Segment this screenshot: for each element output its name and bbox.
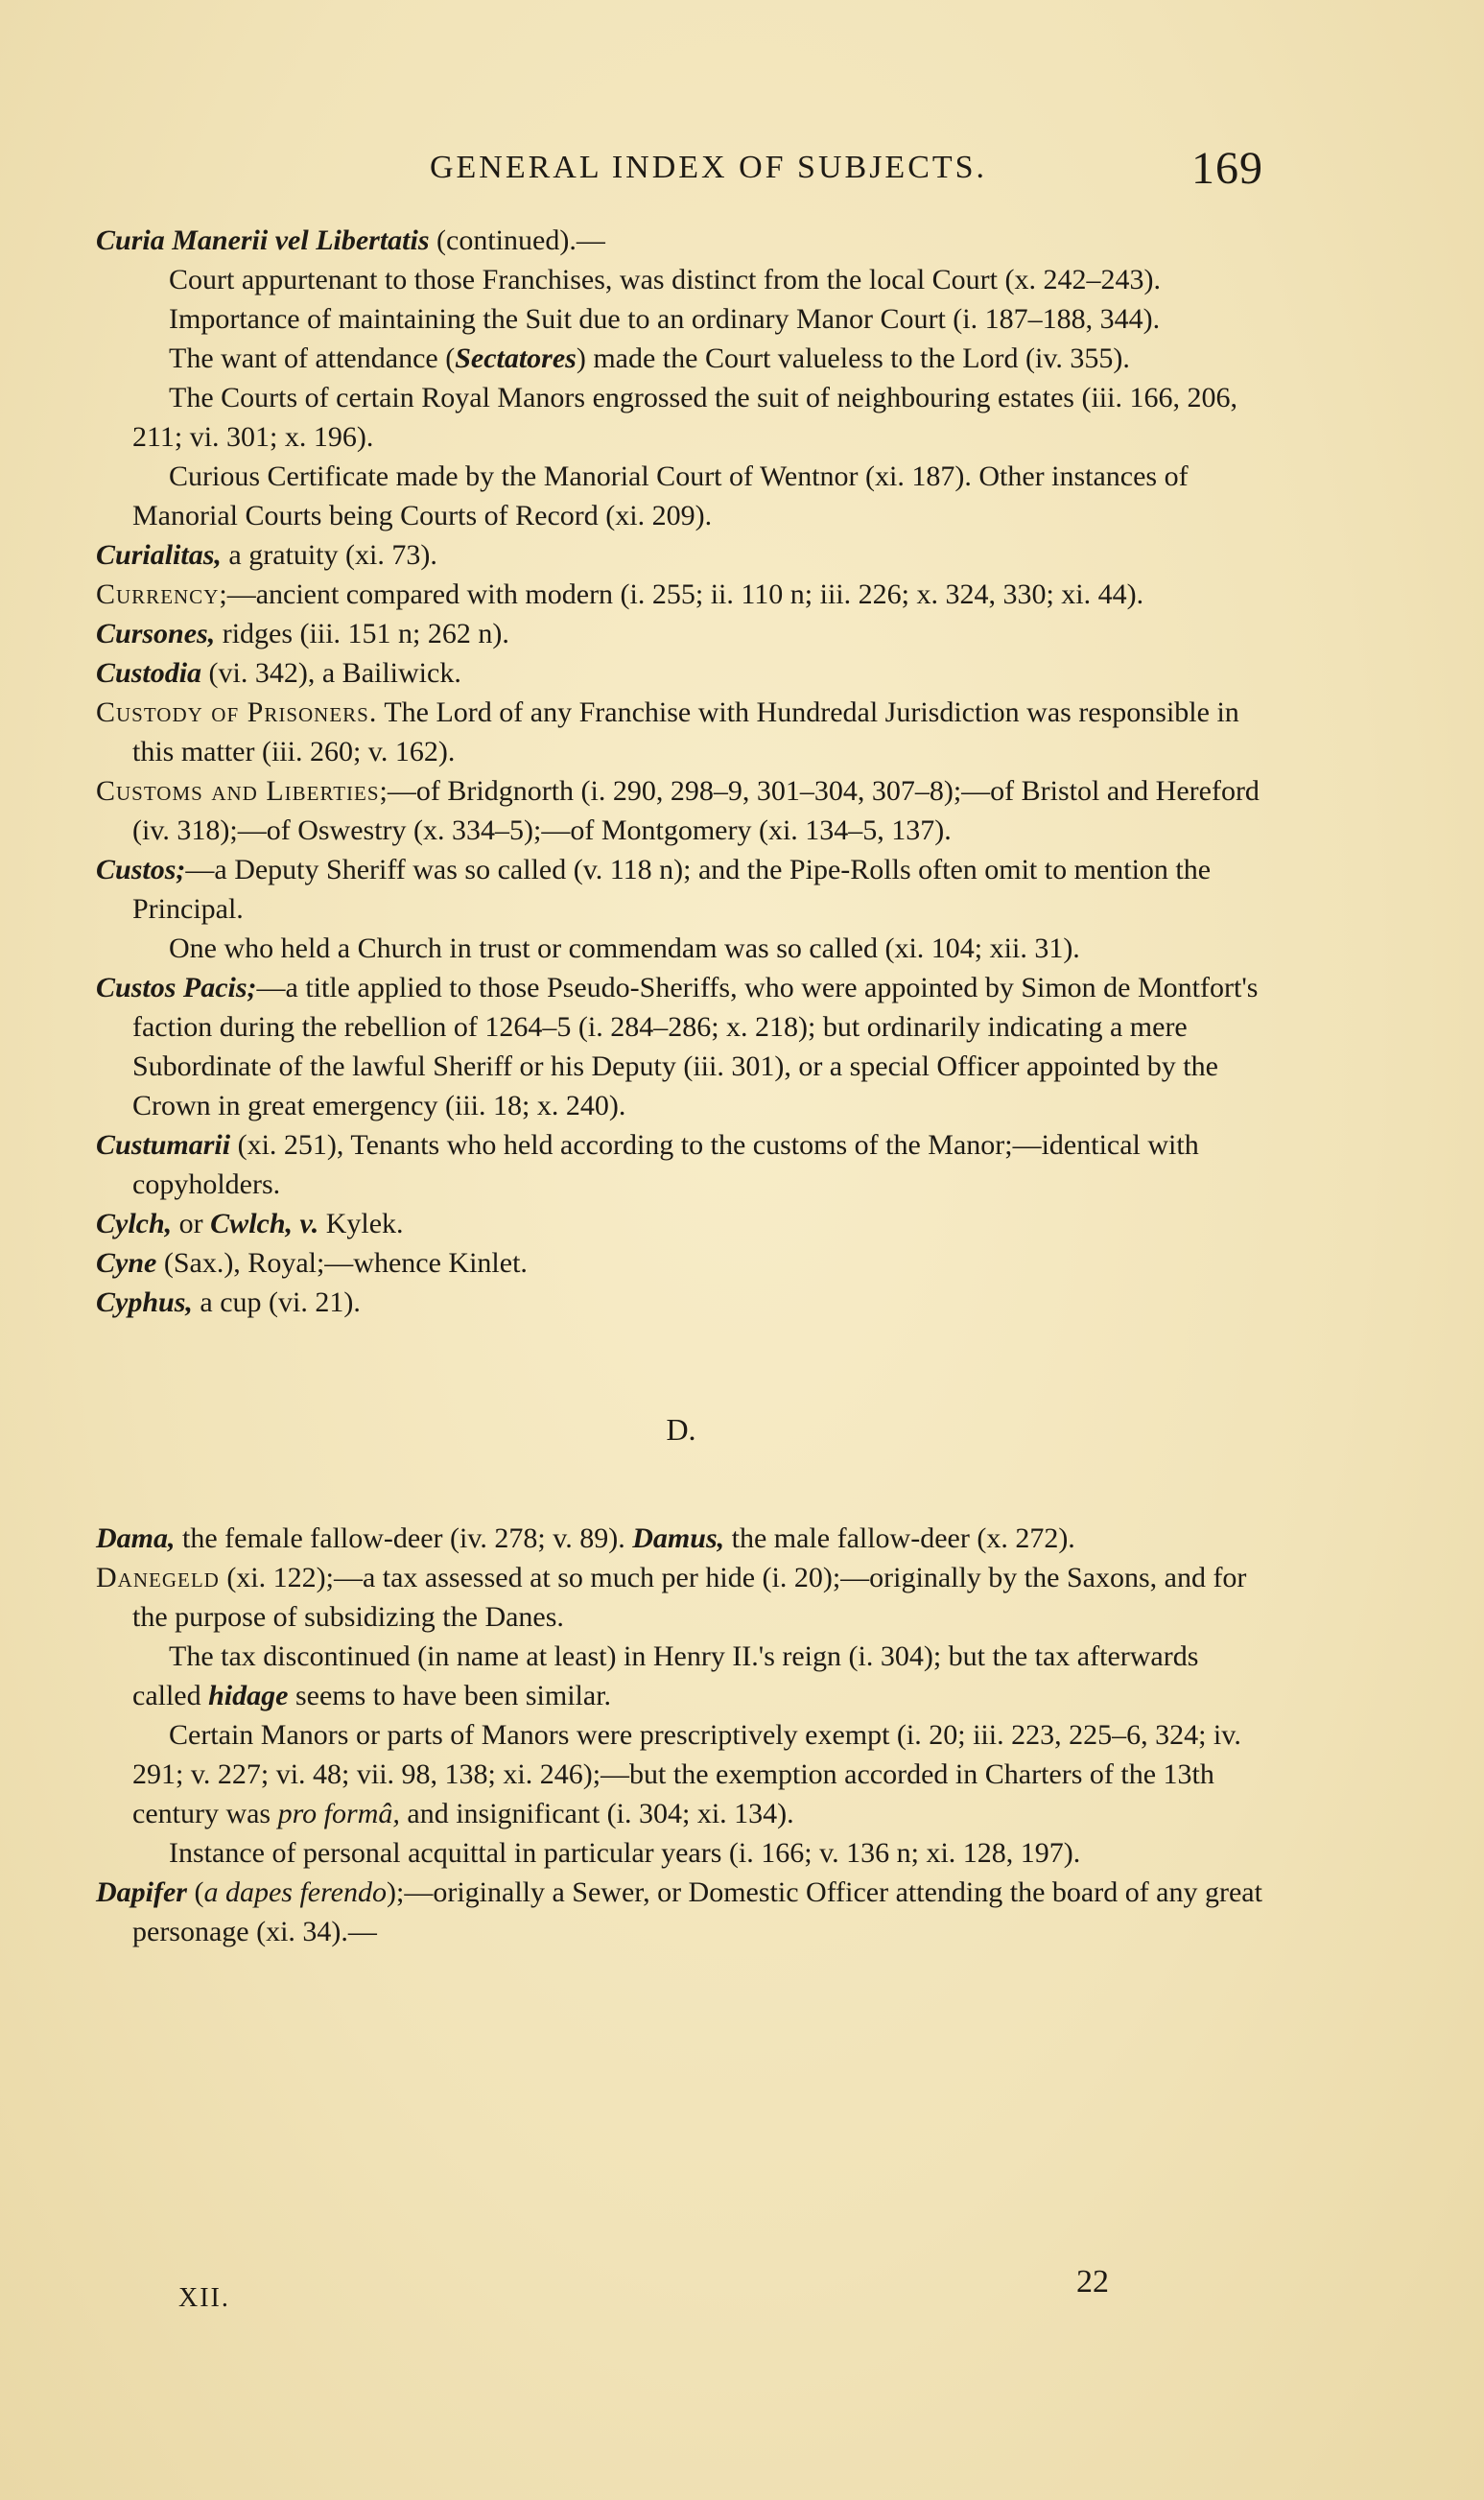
index-term: Dapifer [96, 1876, 187, 1908]
index-entry [96, 614, 1266, 653]
section-d [96, 1519, 1266, 1951]
entry-text: a cup (vi. 21). [192, 1286, 361, 1318]
index-term: Currency [96, 578, 220, 610]
entry-text: seems to have been similar. [288, 1680, 612, 1711]
index-term: Cylch, [96, 1208, 173, 1239]
entry-text: (xi. 251), Tenants who held according to the customs of the Manor;—identical with copyholders. [132, 1129, 1199, 1200]
entry-text: (Sax.), Royal;—whence Kinlet. [156, 1247, 528, 1279]
index-body [96, 221, 1266, 1951]
entry-text: or [172, 1208, 211, 1239]
entry-text: —a title applied to those Pseudo-Sheriffs, who were appointed by Simon de Montfort's faction during the rebellion of 1264–5 (i. 284–286; x. 218); but ordinarily indicating a mere Subordinate of the lawful Sheriff or his Deputy (iii. 301), or a special Officer appointed by the Crown in great emergency (iii. 18; x. 240). [132, 972, 1259, 1121]
entry-text: Kylek. [318, 1208, 404, 1239]
entry-text: the male fallow-deer (x. 272). [724, 1522, 1075, 1554]
entry-text: The tax discontinued (in name at least) in Henry II.'s reign (i. 304); but the tax afterwards called [132, 1640, 1199, 1711]
entry-text: ( [186, 1876, 204, 1908]
index-term: Customs and Liberties [96, 775, 380, 807]
sub-entry [96, 1637, 1266, 1715]
entry-text: ;—ancient compared with modern (i. 255; ii. 110 n; iii. 226; x. 324, 330; xi. 44). [219, 578, 1144, 610]
index-entry [96, 1125, 1266, 1204]
entry-text: (xi. 122);—a tax assessed at so much per hide (i. 20);—originally by the Saxons, and for the purpose of subsidizing the Danes. [132, 1562, 1247, 1633]
entry-text: The want of attendance ( [169, 342, 456, 374]
index-term: Cursones, [96, 618, 216, 649]
page-number: 169 [1191, 143, 1263, 194]
signature-mark: XII. [178, 2283, 230, 2313]
entry-text: Importance of maintaining the Suit due to an ordinary Manor Court (i. 187–188, 344). [169, 303, 1161, 335]
index-entry [96, 535, 1266, 575]
index-entry [96, 693, 1266, 771]
entry-term-inline: hidage [208, 1680, 289, 1711]
entry-text: );—originally a Sewer, or Domestic Officer attending the board of any great personage (xi. 34).— [132, 1876, 1262, 1947]
index-entry [96, 1243, 1266, 1283]
running-head: GENERAL INDEX OF SUBJECTS. [429, 150, 988, 185]
index-term: Cwlch, v. [210, 1208, 319, 1239]
index-term: Custody of Prisoners. [96, 696, 378, 728]
index-entry [96, 575, 1266, 614]
sub-entry [96, 929, 1266, 968]
index-entry [96, 1558, 1266, 1637]
sub-entry [96, 1715, 1266, 1833]
sub-entry [96, 260, 1266, 299]
entry-text: The Lord of any Franchise with Hundredal Jurisdiction was responsible in this matter (iii. 260; v. 162). [132, 696, 1239, 767]
sub-entry [96, 378, 1266, 457]
entry-text: and insignificant (i. 304; xi. 134). [399, 1798, 794, 1829]
page-header [153, 142, 1263, 200]
entry-text: The Courts of certain Royal Manors engrossed the suit of neighbouring estates (iii. 166, 206, 211; vi. 301; x. 196). [132, 382, 1237, 453]
index-term: Cyne [96, 1247, 157, 1279]
entry-term-inline: Sectatores [455, 342, 577, 374]
index-entry [96, 771, 1266, 850]
section-heading: D. [666, 1412, 696, 1447]
index-entry [96, 1204, 1266, 1243]
entry-text: the female fallow-deer (iv. 278; v. 89). [175, 1522, 633, 1554]
index-entry [96, 968, 1266, 1125]
index-term: Custodia [96, 657, 202, 689]
index-entry [96, 1283, 1266, 1322]
index-term: Dama, [96, 1522, 176, 1554]
entry-text: Certain Manors or parts of Manors were prescriptively exempt (i. 20; iii. 223, 225–6, 324; iv. 291; v. 227; vi. 48; vii. 98, 138; xi. 246);—but the exemption accorded in Charters of the 13th century was [132, 1719, 1241, 1829]
sheet-number: 22 [1076, 2264, 1109, 2300]
index-term: Curia Manerii vel Libertatis [96, 224, 430, 256]
index-entry [96, 221, 1266, 260]
entry-term-inline: pro formâ, [277, 1798, 400, 1829]
entry-text: ridges (iii. 151 n; 262 n). [215, 618, 509, 649]
index-entry [96, 1873, 1266, 1951]
entry-text: ) made the Court valueless to the Lord (iv. 355). [576, 342, 1130, 374]
index-entry [96, 850, 1266, 929]
index-term: Danegeld [96, 1562, 220, 1593]
index-entry [96, 653, 1266, 693]
entry-term-inline: a dapes ferendo [203, 1876, 388, 1908]
entry-text: Court appurtenant to those Franchises, was distinct from the local Court (x. 242–243). [169, 264, 1161, 295]
index-term: Custos; [96, 854, 186, 885]
index-term: Custos Pacis; [96, 972, 257, 1003]
sub-entry [96, 299, 1266, 339]
entry-text: (vi. 342), a Bailiwick. [201, 657, 461, 689]
sub-entry [96, 457, 1266, 535]
entry-text: Curious Certificate made by the Manorial Court of Wentnor (xi. 187). Other instances of Manorial Courts being Courts of Record (xi. 209). [132, 460, 1189, 531]
index-term: Cyphus, [96, 1286, 193, 1318]
entry-text: a gratuity (xi. 73). [221, 539, 437, 571]
entry-text: (continued).— [429, 224, 605, 256]
entry-text: Instance of personal acquittal in particular years (i. 166; v. 136 n; xi. 128, 197). [169, 1837, 1081, 1869]
sub-entry [96, 339, 1266, 378]
index-term: Custumarii [96, 1129, 231, 1161]
entry-text: ;—of Bridgnorth (i. 290, 298–9, 301–304, 307–8);—of Bristol and Hereford (iv. 318);—of Oswestry (x. 334–5);—of Montgomery (xi. 134–5, 137). [132, 775, 1260, 846]
index-entry [96, 1519, 1266, 1558]
index-term: Damus, [632, 1522, 725, 1554]
entry-text: —a Deputy Sheriff was so called (v. 118 n); and the Pipe-Rolls often omit to mention the Principal. [132, 854, 1212, 925]
sub-entry [96, 1833, 1266, 1873]
index-term: Curialitas, [96, 539, 222, 571]
entry-text: One who held a Church in trust or commendam was so called (xi. 104; xii. 31). [169, 932, 1080, 964]
